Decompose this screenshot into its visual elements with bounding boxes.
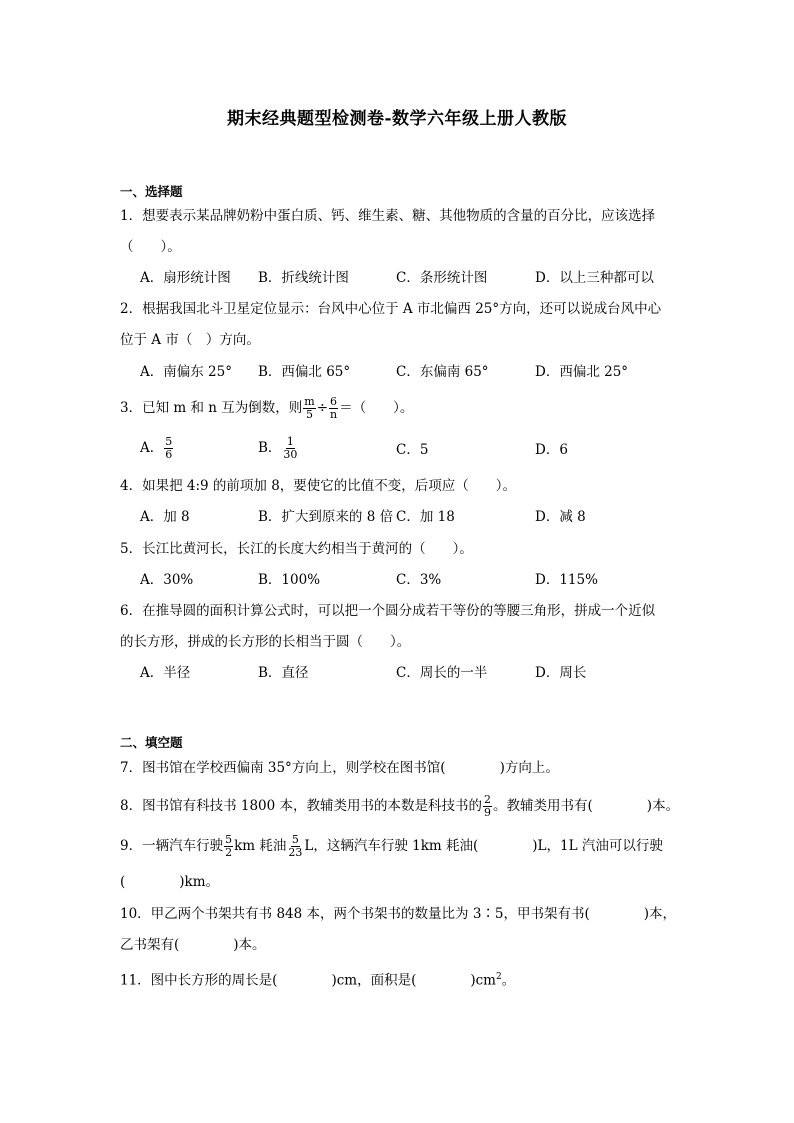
option-label: B． (258, 440, 282, 456)
question-6-text: 6．在推导圆的面积计算公式时，可以把一个圆分成若干等份的等腰三角形，拼成一个近似 (120, 603, 656, 619)
fraction-numerator: 1 (286, 435, 294, 448)
section-heading-multiple-choice: 一、选择题 (120, 184, 183, 199)
question-3-option-b[interactable] (258, 436, 299, 461)
fraction-numerator: 5 (225, 833, 233, 846)
fraction-m-over-5 (303, 396, 315, 421)
question-9-prefix: 9．一辆汽车行驶 (120, 838, 224, 854)
question-3-prefix: 3．已知 m 和 n 互为倒数，则 (120, 400, 303, 416)
question-1-text-cont: （ ）。 (120, 239, 181, 255)
question-9-text (120, 834, 663, 859)
question-3-text (120, 396, 413, 421)
question-4-option-c[interactable]: C．加 18 (396, 509, 455, 525)
question-11-suffix: 。 (501, 972, 516, 989)
option-label: A． (140, 440, 164, 456)
fraction-denominator: 23 (288, 846, 303, 859)
question-10-text: 10．甲乙两个书架共有书 848 本，两个书架书的数量比为 3∶5，甲书架有书( )本， (120, 906, 677, 922)
question-1-text: 1．想要表示某品牌奶粉中蛋白质、钙、维生素、糖、其他物质的含量的百分比，应该选择 (120, 208, 656, 224)
question-7-text: 7．图书馆在学校西偏南 35°方向上，则学校在图书馆( )方向上。 (120, 760, 559, 776)
question-2-option-b[interactable]: B．西偏北 65° (258, 364, 351, 380)
question-5-option-b[interactable]: B．100% (258, 572, 321, 588)
question-1-option-c[interactable]: C．条形统计图 (396, 270, 488, 286)
question-1-option-a[interactable]: A．扇形统计图 (140, 270, 231, 286)
fraction-denominator: 30 (283, 448, 298, 461)
fraction-numerator: 5 (291, 833, 299, 846)
fraction-1-over-30 (282, 436, 298, 461)
question-11-text (120, 967, 515, 991)
division-sign: ÷ (316, 400, 328, 416)
fraction-numerator: 5 (165, 435, 173, 448)
question-2-text: 2．根据我国北斗卫星定位显示：台风中心位于 A 市北偏西 25°方向，还可以说成台风中心 (120, 301, 662, 317)
fraction-5-over-2 (224, 834, 233, 859)
section-heading-fill-in: 二、填空题 (120, 735, 183, 750)
question-5-option-d[interactable]: D．115% (535, 572, 598, 588)
question-9-text-cont: ( )km。 (120, 874, 220, 890)
question-4-option-b[interactable]: B．扩大到原来的 8 倍 (258, 509, 394, 525)
question-8-prefix: 8．图书馆有科技书 1800 本，教辅类用书的本数是科技书的 (120, 798, 483, 814)
question-4-text: 4．如果把 4:9 的前项加 8，要使它的比值不变，后项应（ ）。 (120, 478, 517, 494)
fraction-denominator: 9 (484, 806, 492, 819)
question-8-suffix: 。教辅类用书有( )本。 (493, 798, 680, 814)
fraction-numerator: 2 (484, 793, 492, 806)
fraction-denominator: 2 (225, 846, 233, 859)
question-2-option-a[interactable]: A．南偏东 25° (140, 364, 232, 380)
question-6-option-a[interactable]: A．半径 (140, 665, 191, 681)
question-8-text (120, 794, 679, 819)
question-3-option-c[interactable]: C．5 (396, 442, 429, 458)
question-3-option-a[interactable] (140, 436, 174, 461)
question-1-option-b[interactable]: B．折线统计图 (258, 270, 349, 286)
page-title: 期末经典题型检测卷-数学六年级上册人教版 (226, 109, 568, 129)
fraction-denominator: 5 (305, 408, 313, 421)
fraction-denominator: n (330, 408, 338, 421)
fraction-denominator: 6 (165, 448, 173, 461)
question-5-text: 5．长江比黄河长，长江的长度大约相当于黄河的（ ）。 (120, 541, 473, 557)
question-9-mid2: L，这辆汽车行驶 1km 耗油( )L，1L 汽油可以行驶 (304, 838, 663, 854)
question-2-text-cont: 位于 A 市（ ）方向。 (120, 332, 260, 348)
question-2-option-d[interactable]: D．西偏北 25° (535, 364, 629, 380)
fraction-numerator: 6 (330, 395, 338, 408)
question-9-mid1: km 耗油 (234, 838, 287, 854)
fraction-5-over-6 (164, 436, 173, 461)
fraction-5-over-23 (287, 834, 303, 859)
question-4-option-a[interactable]: A．加 8 (140, 509, 190, 525)
superscript-2: 2 (495, 972, 502, 982)
question-6-text-cont: 的长方形，拼成的长方形的长相当于圆（ ）。 (120, 634, 411, 650)
question-10-text-cont: 乙书架有( )本。 (120, 937, 266, 953)
question-11-prefix: 11．图中长方形的周长是( )cm，面积是( )cm (120, 972, 496, 989)
question-4-option-d[interactable]: D．减 8 (535, 509, 586, 525)
fraction-numerator: m (304, 395, 315, 408)
question-6-option-c[interactable]: C．周长的一半 (396, 665, 488, 681)
question-2-option-c[interactable]: C．东偏南 65° (396, 364, 489, 380)
question-1-option-d[interactable]: D．以上三种都可以 (535, 270, 654, 286)
question-3-option-d[interactable]: D．6 (535, 442, 568, 458)
question-6-option-d[interactable]: D．周长 (535, 665, 587, 681)
fraction-2-over-9 (483, 794, 492, 819)
question-6-option-b[interactable]: B．直径 (258, 665, 309, 681)
question-5-option-c[interactable]: C．3% (396, 572, 442, 588)
question-3-suffix: ＝（ ）。 (339, 400, 414, 416)
fraction-6-over-n (329, 396, 338, 421)
question-5-option-a[interactable]: A．30% (140, 572, 194, 588)
